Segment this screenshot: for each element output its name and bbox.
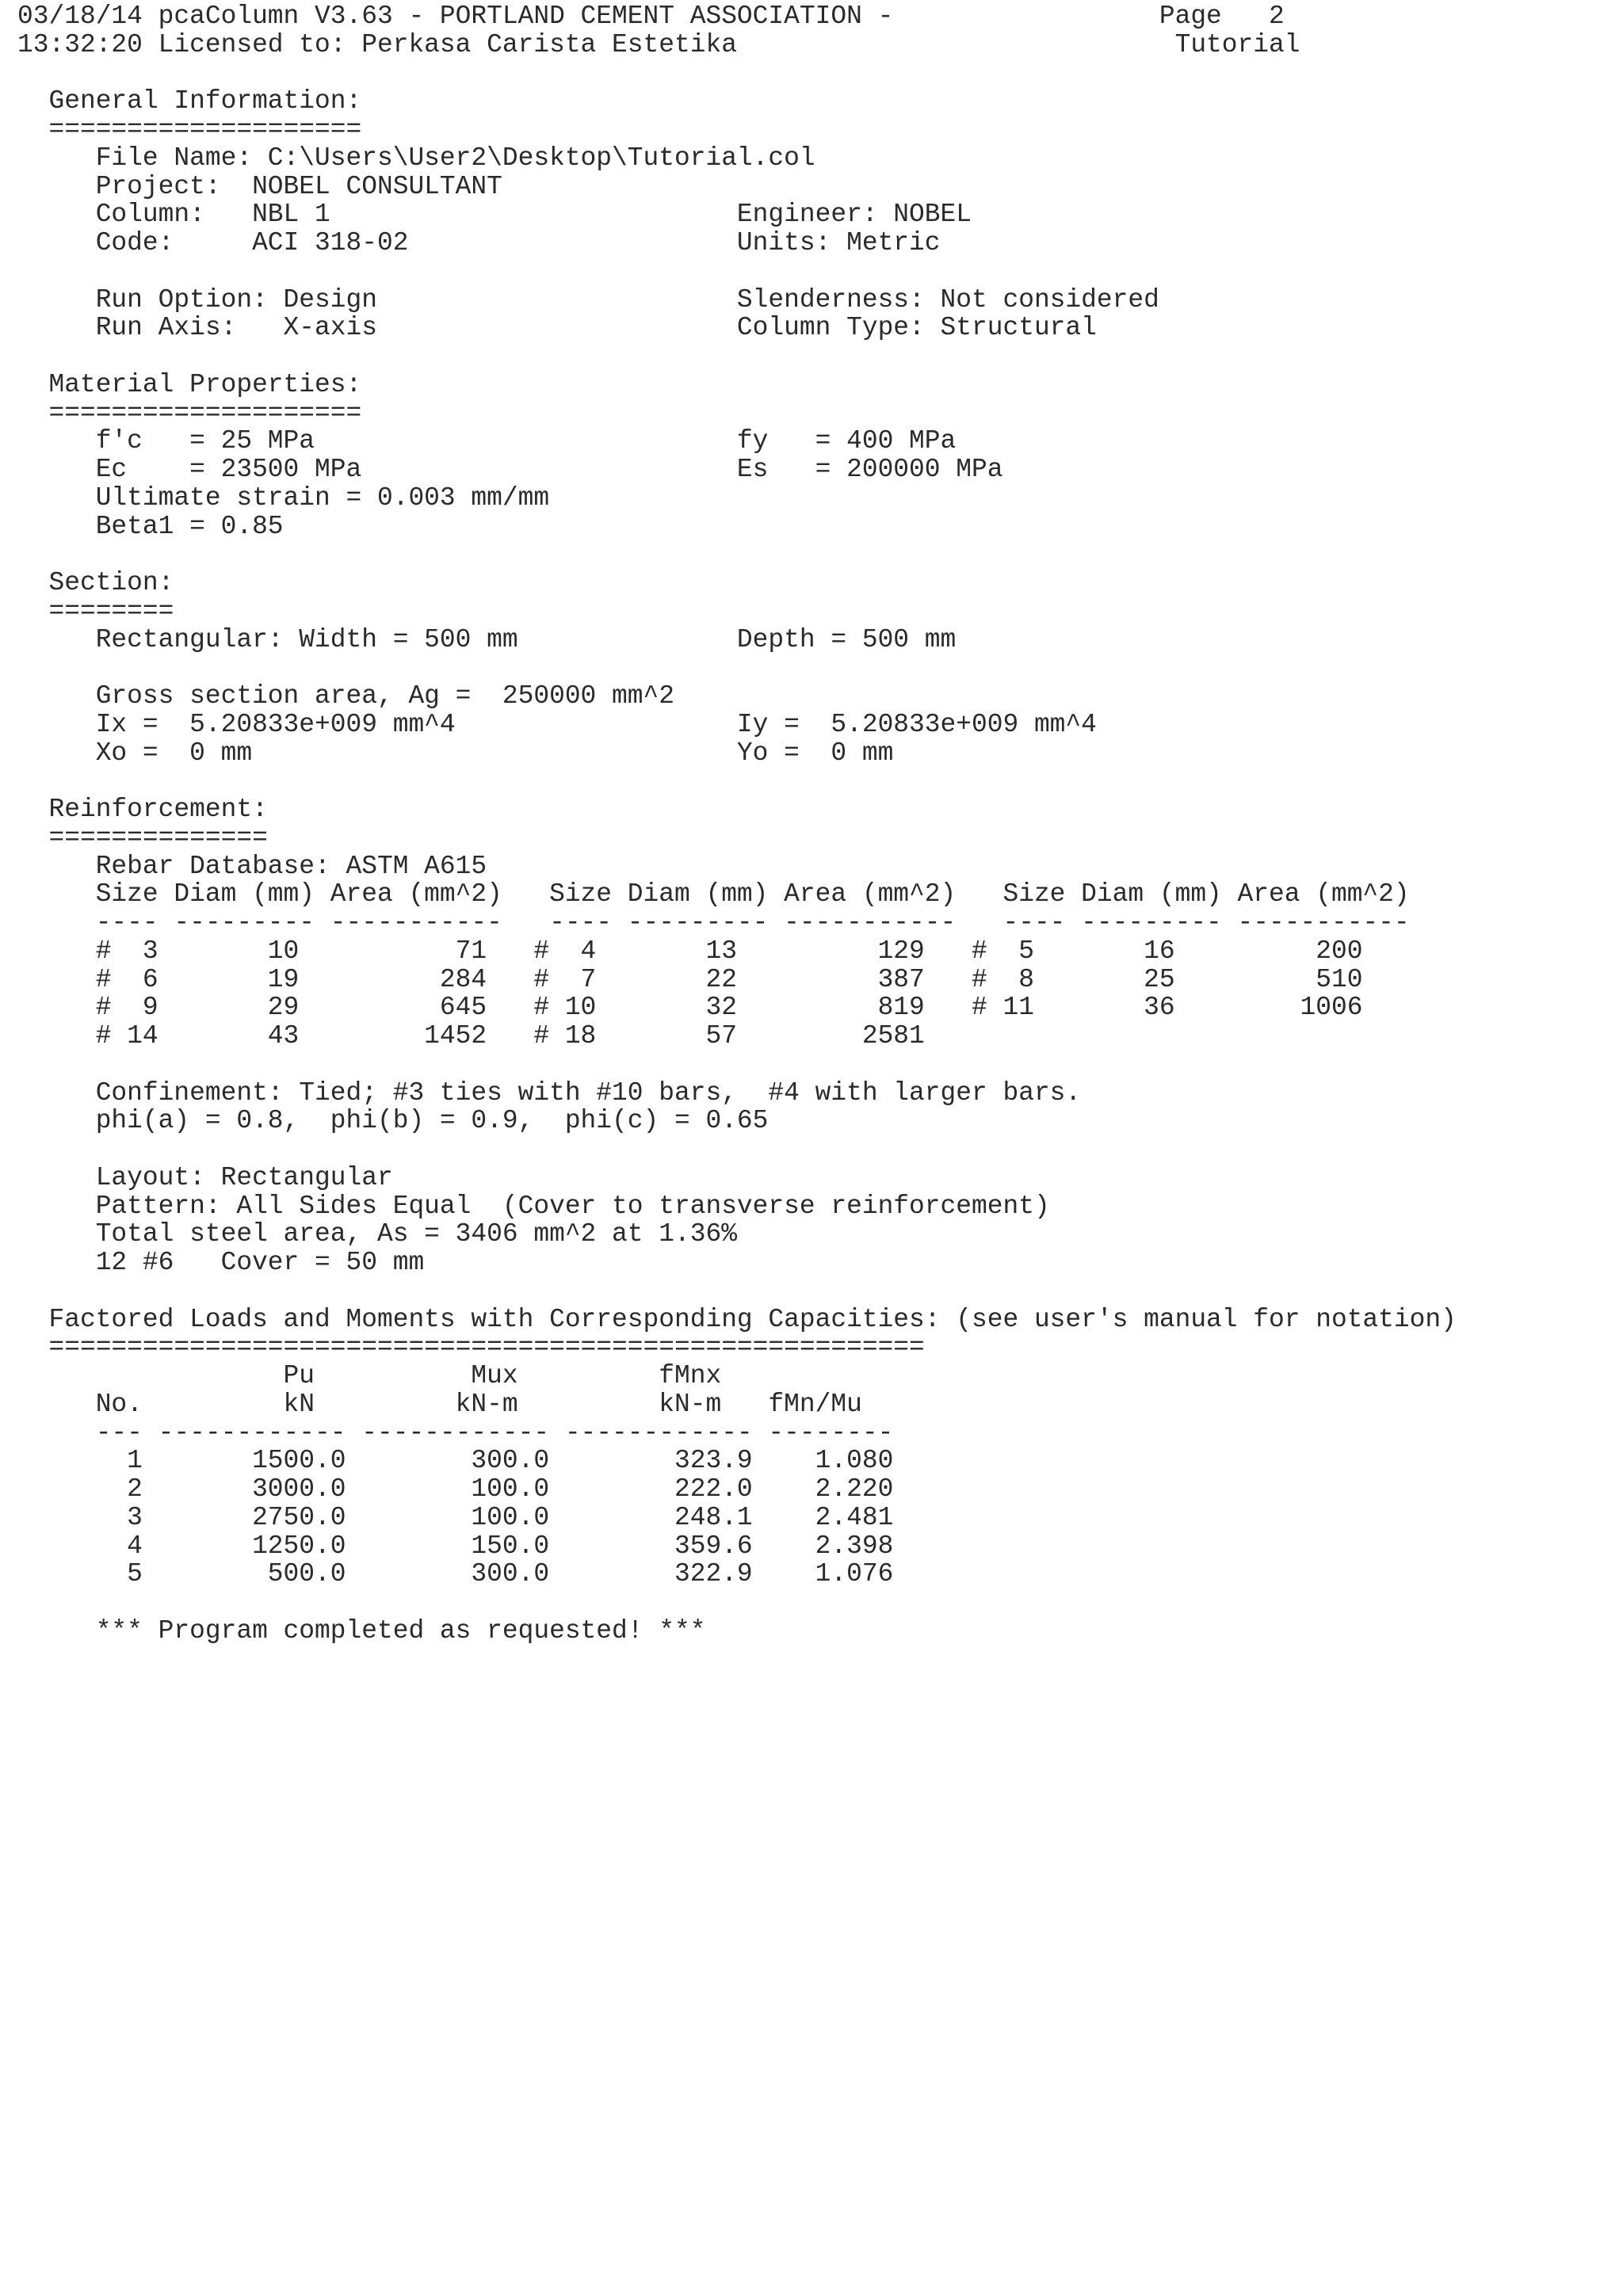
rebar-database: Rebar Database: ASTM A615 xyxy=(17,851,487,881)
rebar-table-row: # 3 10 71 # 4 13 129 # 5 16 200 xyxy=(17,936,1363,966)
pattern-line: Pattern: All Sides Equal (Cover to transverse reinforcement) xyxy=(17,1191,1050,1221)
program-completed-message: *** Program completed as requested! *** xyxy=(17,1615,706,1646)
material-fc-fy: f'c = 25 MPa fy = 400 MPa xyxy=(17,426,957,456)
general-run-option: Run Option: Design Slenderness: Not considered xyxy=(17,284,1159,315)
rebar-table-row: # 9 29 645 # 10 32 819 # 11 36 1006 xyxy=(17,993,1363,1023)
section-title-reinforcement: Reinforcement: xyxy=(17,795,268,824)
material-beta1: Beta1 = 0.85 xyxy=(17,511,284,541)
general-file-name: File Name: C:\Users\User2\Desktop\Tutorial.col xyxy=(17,143,815,173)
loads-table-row: 3 2750.0 100.0 248.1 2.481 xyxy=(17,1502,894,1532)
header-line-1: 03/18/14 pcaColumn V3.63 - PORTLAND CEMENT ASSOCIATION - Page 2 xyxy=(17,2,1285,31)
section-rule: ==================== xyxy=(17,115,362,144)
section-title-section: Section: xyxy=(17,568,174,597)
loads-table-row: 4 1250.0 150.0 359.6 2.398 xyxy=(17,1531,894,1561)
material-ec-es: Ec = 23500 MPa Es = 200000 MPa xyxy=(17,455,1003,484)
section-rule: ======== xyxy=(17,596,174,626)
section-rule: ============== xyxy=(17,822,268,852)
general-run-axis: Run Axis: X-axis Column Type: Structural xyxy=(17,313,1097,343)
total-steel-line: Total steel area, As = 3406 mm^2 at 1.36% xyxy=(17,1219,737,1249)
general-column-engineer: Column: NBL 1 Engineer: NOBEL xyxy=(17,200,972,230)
loads-table-row: 1 1500.0 300.0 323.9 1.080 xyxy=(17,1446,894,1476)
section-title-material: Material Properties: xyxy=(17,369,362,399)
general-code-units: Code: ACI 318-02 Units: Metric xyxy=(17,228,941,257)
material-ultimate-strain: Ultimate strain = 0.003 mm/mm xyxy=(17,482,550,513)
header-line-2: 13:32:20 Licensed to: Perkasa Carista Estetika Tutorial xyxy=(17,29,1300,59)
loads-table-header-1: Pu Mux fMnx xyxy=(17,1361,722,1390)
section-gross-area: Gross section area, Ag = 250000 mm^2 xyxy=(17,681,674,711)
rebar-table-header: Size Diam (mm) Area (mm^2) Size Diam (mm) Area (mm^2) Size Diam (mm) Area (mm^2) xyxy=(17,879,1410,910)
layout-line: Layout: Rectangular xyxy=(17,1162,393,1192)
section-title-loads: Factored Loads and Moments with Corresponding Capacities: (see user's manual for notation) xyxy=(17,1304,1457,1334)
rebar-table-rule: ---- --------- ----------- ---- --------- ----------- ---- --------- ----------- xyxy=(17,908,1410,937)
section-inertia: Ix = 5.20833e+009 mm^4 Iy = 5.20833e+009 mm^4 xyxy=(17,709,1097,739)
section-centroid: Xo = 0 mm Yo = 0 mm xyxy=(17,738,894,768)
section-rule: ==================== xyxy=(17,398,362,428)
loads-table-header-2: No. kN kN-m kN-m fMn/Mu xyxy=(17,1389,862,1419)
rebar-table-row: # 6 19 284 # 7 22 387 # 8 25 510 xyxy=(17,964,1363,994)
section-rule: ======================================================== xyxy=(17,1333,925,1363)
general-project: Project: NOBEL CONSULTANT xyxy=(17,171,502,201)
loads-table-row: 5 500.0 300.0 322.9 1.076 xyxy=(17,1559,894,1589)
section-title-general: General Information: xyxy=(17,86,362,116)
loads-table-row: 2 3000.0 100.0 222.0 2.220 xyxy=(17,1474,894,1504)
phi-factors-line: phi(a) = 0.8, phi(b) = 0.9, phi(c) = 0.65 xyxy=(17,1106,769,1136)
rebar-table-row: # 14 43 1452 # 18 57 2581 xyxy=(17,1021,925,1051)
confinement-line: Confinement: Tied; #3 ties with #10 bars, #4 with larger bars. xyxy=(17,1077,1082,1108)
bars-cover-line: 12 #6 Cover = 50 mm xyxy=(17,1248,425,1277)
loads-table-rule: --- ------------ ------------ ------------ -------- xyxy=(17,1417,894,1447)
section-dimensions: Rectangular: Width = 500 mm Depth = 500 mm xyxy=(17,624,957,654)
